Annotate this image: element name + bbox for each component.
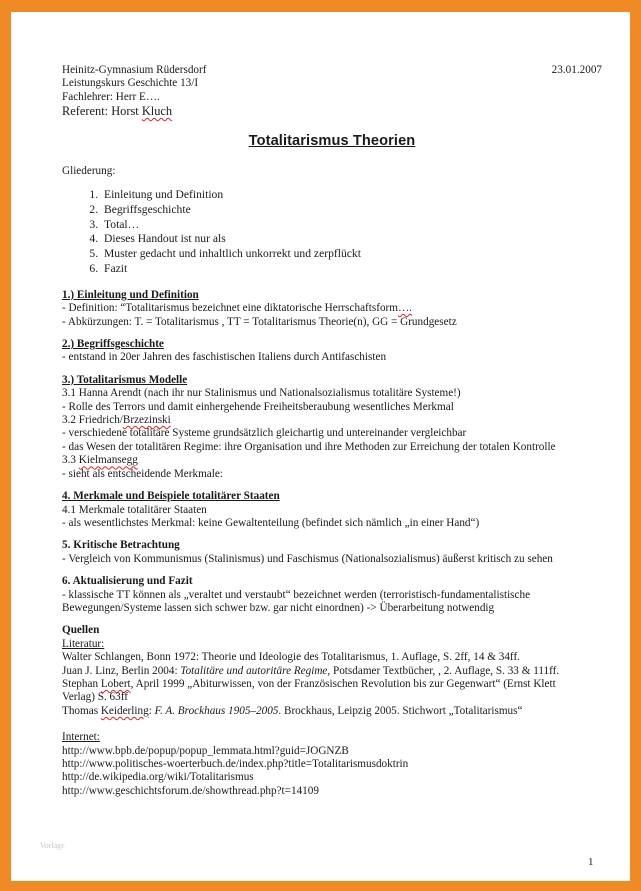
referent-prefix: Referent: Horst bbox=[62, 104, 142, 119]
ref-details: , April 1999 „Abiturwissen, von der Französischen Revolution bis zur Gegenwart“ (Ernst Klett bbox=[130, 677, 556, 690]
section-3-line bbox=[62, 454, 602, 467]
section-3-line: - das Wesen der totalitären Regime: ihre Organisation und ihre Methoden zur Erreichung der totalen Kontrolle bbox=[62, 440, 556, 453]
section-3-line: - verschiedene totalitäre Systeme grundsätzlich gleichartig und untereinander vergleichbar bbox=[62, 427, 467, 440]
document-page bbox=[62, 64, 602, 798]
outline-item: 2. Begriffsgeschichte bbox=[101, 203, 602, 218]
ref-surname: Lobert bbox=[100, 677, 131, 690]
reference-item bbox=[62, 678, 602, 691]
school-name: Heinitz-Gymnasium Rüdersdorf bbox=[62, 64, 207, 76]
outline-label: Gliederung: bbox=[62, 164, 116, 177]
definition-text: - Definition: “Totalitarismus bezeichnet eine diktatorische Herrschaftsform bbox=[62, 302, 398, 315]
outline-list bbox=[62, 188, 602, 277]
abbreviations-line: - Abkürzungen: T. = Totalitarismus , TT = Totalitarismus Theorie(n), GG = Grundgesetz bbox=[62, 315, 457, 328]
outline-item: 4. Dieses Handout ist nur als bbox=[101, 232, 602, 247]
section-4 bbox=[62, 490, 602, 530]
internet-link: http://de.wikipedia.org/wiki/Totalitarismus bbox=[62, 771, 254, 784]
section-1 bbox=[62, 289, 602, 329]
section-4-line: - als wesentlichstes Merkmal: keine Gewaltenteilung (befindet sich nämlich „in einer Hand“) bbox=[62, 516, 480, 529]
section-4-heading: 4. Merkmale und Beispiele totalitärer Staaten bbox=[62, 490, 280, 503]
reference-item bbox=[62, 665, 602, 678]
ref-author: Stephan bbox=[62, 677, 101, 690]
literature-label: Literatur: bbox=[62, 637, 105, 650]
section-5-heading: 5. Kritische Betrachtung bbox=[62, 539, 180, 552]
reference-item: Walter Schlangen, Bonn 1972: Theorie und Ideologie des Totalitarismus, 1. Auflage, S. 2ff, 14 & 34ff. bbox=[62, 651, 520, 664]
referent-line bbox=[62, 104, 602, 119]
ref-surname: Keiderling bbox=[100, 704, 149, 717]
outline-item: 6. Fazit bbox=[101, 262, 602, 277]
course-line: Leistungskurs Geschichte 13/I bbox=[62, 77, 199, 90]
section-3 bbox=[62, 374, 602, 481]
author-name: Kielmansegg bbox=[78, 454, 138, 467]
internet-label: Internet: bbox=[62, 731, 100, 744]
section-6 bbox=[62, 575, 602, 615]
sources-heading: Quellen bbox=[62, 624, 100, 637]
section-6-heading: 6. Aktualisierung und Fazit bbox=[62, 575, 193, 588]
author-name: Brzezinski bbox=[122, 414, 171, 427]
ref-title: Totalitäre und autoritäre Regime bbox=[180, 664, 328, 677]
internet-link: http://www.politisches-woerterbuch.de/index.php?title=Totalitarismusdoktrin bbox=[62, 758, 409, 770]
section-2 bbox=[62, 338, 602, 365]
section-1-heading: 1.) Einleitung und Definition bbox=[62, 288, 199, 301]
ref-details: , Potsdamer Textbücher, , 2. Auflage, S. 33 & 111ff. bbox=[327, 664, 560, 677]
document-title: Totalitarismus Theorien bbox=[248, 133, 416, 150]
section-4-line: 4.1 Merkmale totalitärer Staaten bbox=[62, 503, 207, 516]
definition-ellipsis: …. bbox=[397, 302, 412, 315]
internet-link: http://www.geschichtsforum.de/showthread.php?t=14109 bbox=[62, 784, 319, 797]
reference-item bbox=[62, 705, 602, 718]
document-date: 23.01.2007 bbox=[551, 64, 602, 76]
header-row bbox=[62, 64, 602, 77]
outline-item: 1. Einleitung und Definition bbox=[101, 188, 602, 203]
watermark: Vorlage bbox=[40, 841, 65, 850]
referent-surname: Kluch bbox=[141, 104, 173, 119]
outline-item: 3. Total… bbox=[101, 218, 602, 233]
section-3-line: 3.1 Hanna Arendt (nach ihr nur Stalinismus und Nationalsozialismus totalitäre Systeme!) bbox=[62, 387, 461, 400]
section-2-heading: 2.) Begriffsgeschichte bbox=[62, 338, 164, 351]
section-2-line: - entstand in 20er Jahren des faschistischen Italiens durch Antifaschisten bbox=[62, 351, 387, 364]
sources-section bbox=[62, 624, 602, 798]
section-3-line: - sieht als entscheidende Merkmale: bbox=[62, 467, 223, 480]
ref-title: F. A. Brockhaus 1905–2005 bbox=[154, 704, 279, 717]
ref-author: Thomas bbox=[62, 704, 101, 717]
subheading-number: 3.3 bbox=[62, 454, 79, 467]
section-3-line bbox=[62, 414, 602, 427]
internet-link: http://www.bpb.de/popup/popup_lemmata.html?guid=JOGNZB bbox=[62, 744, 349, 757]
page-number: 1 bbox=[588, 856, 594, 868]
subheading-number: 3.2 Friedrich/ bbox=[62, 414, 123, 427]
reference-item-cont: Verlag) S. 63ff bbox=[62, 691, 128, 704]
section-5 bbox=[62, 539, 602, 566]
section-3-heading: 3.) Totalitarismus Modelle bbox=[62, 373, 188, 386]
section-6-line: - klassische TT können als „veraltet und verstaubt“ bezeichnet werden (terroristisch-fundamentalistische bbox=[62, 588, 531, 601]
definition-line bbox=[62, 302, 602, 315]
section-6-line: Bewegungen/Systeme lassen sich schwer bzw. gar nicht einordnen) -> Überarbeitung notwendig bbox=[62, 601, 495, 614]
section-3-line: - Rolle des Terrors und damit einhergehende Freiheitsberaubung wesentliches Merkmal bbox=[62, 400, 454, 413]
section-5-line: - Vergleich von Kommunismus (Stalinismus) und Faschismus (Nationalsozialismus) äußerst kritisch zu sehen bbox=[62, 552, 553, 565]
outline-item: 5. Muster gedacht und inhaltlich unkorrekt und zerpflückt bbox=[101, 247, 602, 262]
ref-author: Juan J. Linz, Berlin 2004: bbox=[62, 664, 181, 677]
teacher-line: Fachlehrer: Herr E…. bbox=[62, 90, 160, 103]
ref-sep: : bbox=[148, 704, 155, 717]
ref-details: . Brockhaus, Leipzig 2005. Stichwort „Totalitarismus“ bbox=[278, 704, 523, 717]
